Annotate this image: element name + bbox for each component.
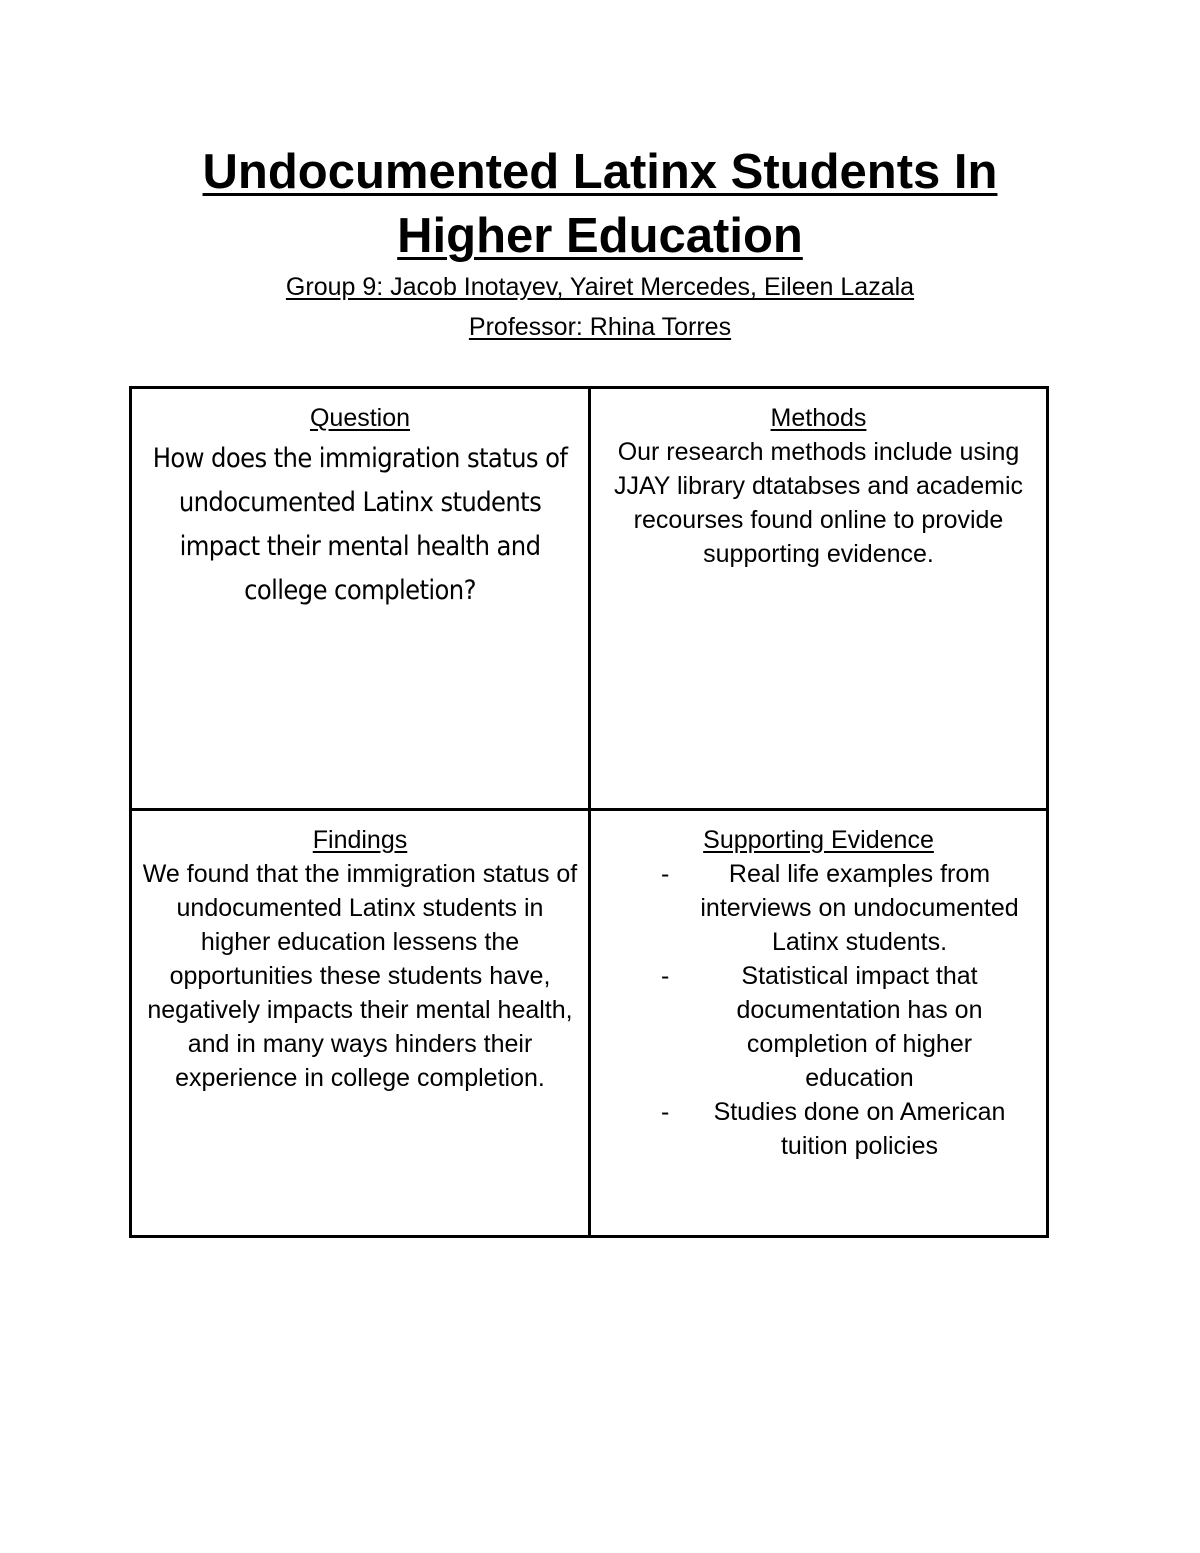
title-line-2: Higher Education (397, 209, 803, 263)
dash-bullet-icon: - (661, 962, 670, 990)
findings-body: We found that the immigration status of undocumented Latinx students in higher education lessens the opportunities these students have, negatively impacts their mental health, and in many ways hinders their experience in college completion. (142, 860, 578, 1092)
methods-body: Our research methods include using JJAY library dtatabses and academic recourses found online to provide supporting evidence. (613, 438, 1023, 568)
question-cell (132, 389, 591, 811)
supporting-evidence-heading: Supporting Evidence (703, 826, 934, 854)
group-members-text: Group 9: Jacob Inotayev, Yairet Mercedes, Eileen Lazala (285, 273, 915, 301)
findings-cell (132, 811, 591, 1235)
dash-bullet-icon: - (661, 860, 670, 888)
findings-heading: Findings (312, 826, 408, 854)
evidence-item-text: Statistical impact that documentation has on completion of higher education (736, 962, 983, 1092)
dash-bullet-icon: - (661, 1098, 670, 1126)
list-item (651, 857, 1028, 959)
methods-heading: Methods (770, 404, 867, 432)
evidence-item-text: Studies done on American tuition policies (713, 1098, 1006, 1160)
evidence-list (591, 857, 1046, 1163)
professor (0, 312, 1200, 342)
evidence-item-text: Real life examples from interviews on undocumented Latinx students. (700, 860, 1019, 956)
summary-table (129, 386, 1049, 1238)
list-item (651, 1095, 1028, 1163)
methods-cell (591, 389, 1046, 811)
title-line-1: Undocumented Latinx Students In (202, 145, 998, 199)
group-members (0, 272, 1200, 302)
supporting-evidence-cell (591, 811, 1046, 1235)
professor-text: Professor: Rhina Torres (468, 313, 732, 341)
question-heading: Question (309, 404, 411, 432)
question-body: How does the immigration status of undocumented Latinx students impact their mental health and college completion? (152, 443, 568, 606)
page-title (0, 140, 1200, 268)
list-item (651, 959, 1028, 1095)
